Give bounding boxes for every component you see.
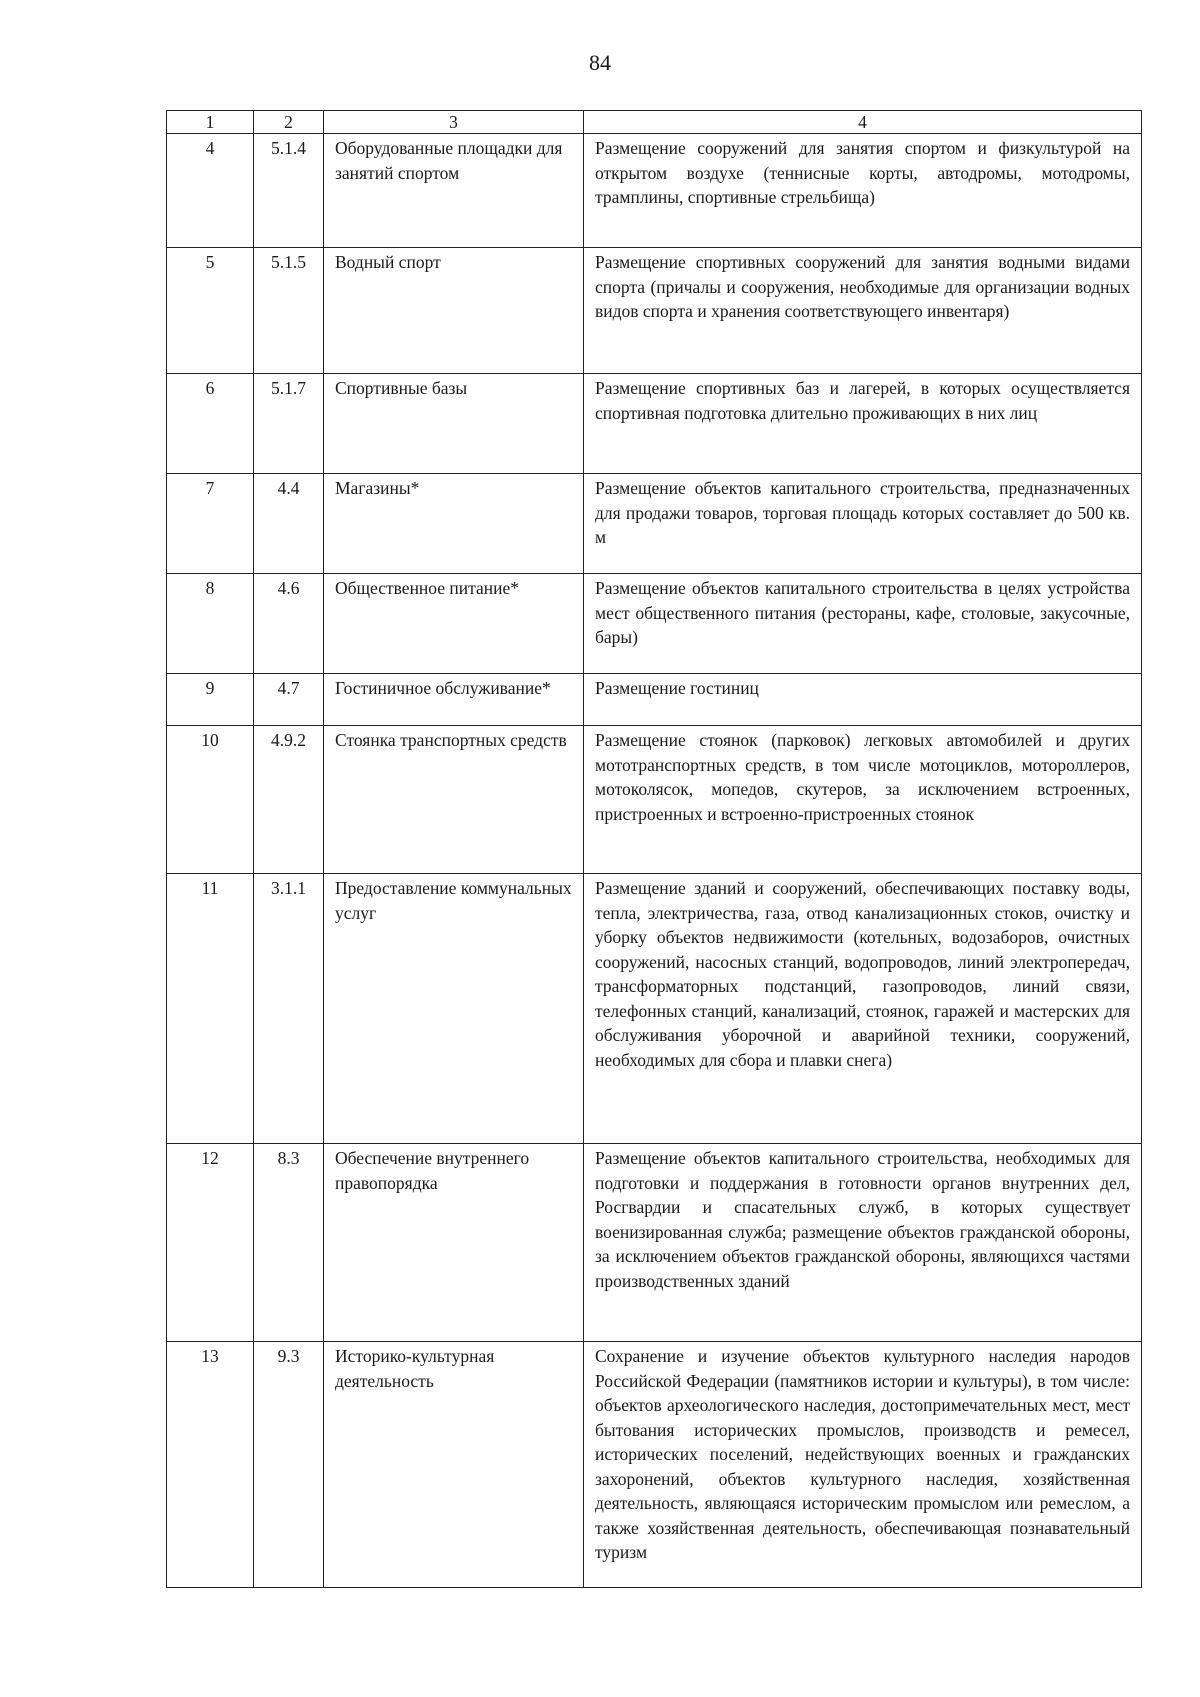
- use-name: Общественное питание*: [324, 574, 584, 674]
- row-number: 10: [167, 726, 254, 874]
- use-name: Водный спорт: [324, 248, 584, 374]
- use-description: Размещение спортивных баз и лагерей, в которых осуществляется спортивная подготовка длительно проживающих в них лиц: [584, 374, 1142, 474]
- table-row: [167, 1342, 1142, 1588]
- table-row: [167, 374, 1142, 474]
- use-code: 4.6: [254, 574, 324, 674]
- column-header-1: 1: [167, 111, 254, 134]
- row-number: 12: [167, 1144, 254, 1342]
- row-number: 7: [167, 474, 254, 574]
- use-code: 5.1.4: [254, 134, 324, 248]
- use-description: Размещение сооружений для занятия спортом и физкультурой на открытом воздухе (теннисные корты, автодромы, мотодромы, трамплины, спортивные стрельбища): [584, 134, 1142, 248]
- row-number: 9: [167, 674, 254, 726]
- use-name: Спортивные базы: [324, 374, 584, 474]
- use-name: Магазины*: [324, 474, 584, 574]
- use-description: Размещение объектов капитального строительства, необходимых для подготовки и поддержания в готовности органов внутренних дел, Росгвардии и спасательных служб, в которых существует военизированная служба; размещение объектов гражданской обороны, за исключением объектов гражданской обороны, являющихся частями производственных зданий: [584, 1144, 1142, 1342]
- table-row: [167, 674, 1142, 726]
- use-name: Обеспечение внутреннего правопорядка: [324, 1144, 584, 1342]
- use-description: Размещение стоянок (парковок) легковых автомобилей и других мототранспортных средств, в том числе мотоциклов, мотороллеров, мотоколясок, мопедов, скутеров, за исключением встроенных, пристроенных и встроенно-пристроенных стоянок: [584, 726, 1142, 874]
- table-row: [167, 874, 1142, 1144]
- page-number: 84: [589, 50, 611, 75]
- table-row: [167, 248, 1142, 374]
- table-row: [167, 1144, 1142, 1342]
- row-number: 13: [167, 1342, 254, 1588]
- use-code: 4.4: [254, 474, 324, 574]
- table-row: [167, 134, 1142, 248]
- table-row: [167, 726, 1142, 874]
- land-use-table: [166, 110, 1142, 1588]
- use-code: 8.3: [254, 1144, 324, 1342]
- column-header-3: 3: [324, 111, 584, 134]
- use-code: 3.1.1: [254, 874, 324, 1144]
- use-code: 9.3: [254, 1342, 324, 1588]
- use-description: Размещение объектов капитального строительства, предназначенных для продажи товаров, торговая площадь которых составляет до 500 кв. м: [584, 474, 1142, 574]
- use-code: 5.1.5: [254, 248, 324, 374]
- use-description: Размещение зданий и сооружений, обеспечивающих поставку воды, тепла, электричества, газа, отвод канализационных стоков, очистку и уборку объектов недвижимости (котельных, водозаборов, очистных сооружений, насосных станций, водопроводов, линий электропередач, трансформаторных подстанций, газопроводов, линий связи, телефонных станций, канализаций, стоянок, гаражей и мастерских для обслуживания уборочной и аварийной техники, сооружений, необходимых для сбора и плавки снега): [584, 874, 1142, 1144]
- column-header-4: 4: [584, 111, 1142, 134]
- row-number: 6: [167, 374, 254, 474]
- use-name: Предоставление коммунальных услуг: [324, 874, 584, 1144]
- table-row: [167, 574, 1142, 674]
- use-name: Оборудованные площадки для занятий спортом: [324, 134, 584, 248]
- row-number: 5: [167, 248, 254, 374]
- use-code: 4.7: [254, 674, 324, 726]
- use-description: Размещение объектов капитального строительства в целях устройства мест общественного питания (рестораны, кафе, столовые, закусочные, бары): [584, 574, 1142, 674]
- use-description: Сохранение и изучение объектов культурного наследия народов Российской Федерации (памятников истории и культуры), в том числе: объектов археологического наследия, достопримечательных мест, мест бытования исторических промыслов, производств и ремесел, исторических поселений, недействующих военных и гражданских захоронений, объектов культурного наследия, хозяйственная деятельность, являющаяся историческим промыслом или ремеслом, а также хозяйственная деятельность, обеспечивающая познавательный туризм: [584, 1342, 1142, 1588]
- use-name: Стоянка транспортных средств: [324, 726, 584, 874]
- use-description: Размещение гостиниц: [584, 674, 1142, 726]
- use-code: 4.9.2: [254, 726, 324, 874]
- use-name: Гостиничное обслуживание*: [324, 674, 584, 726]
- table-header-row: [167, 111, 1142, 134]
- use-name: Историко-культурная деятельность: [324, 1342, 584, 1588]
- column-header-2: 2: [254, 111, 324, 134]
- use-description: Размещение спортивных сооружений для занятия водными видами спорта (причалы и сооружения, необходимые для организации водных видов спорта и хранения соответствующего инвентаря): [584, 248, 1142, 374]
- use-code: 5.1.7: [254, 374, 324, 474]
- table-row: [167, 474, 1142, 574]
- row-number: 4: [167, 134, 254, 248]
- row-number: 8: [167, 574, 254, 674]
- row-number: 11: [167, 874, 254, 1144]
